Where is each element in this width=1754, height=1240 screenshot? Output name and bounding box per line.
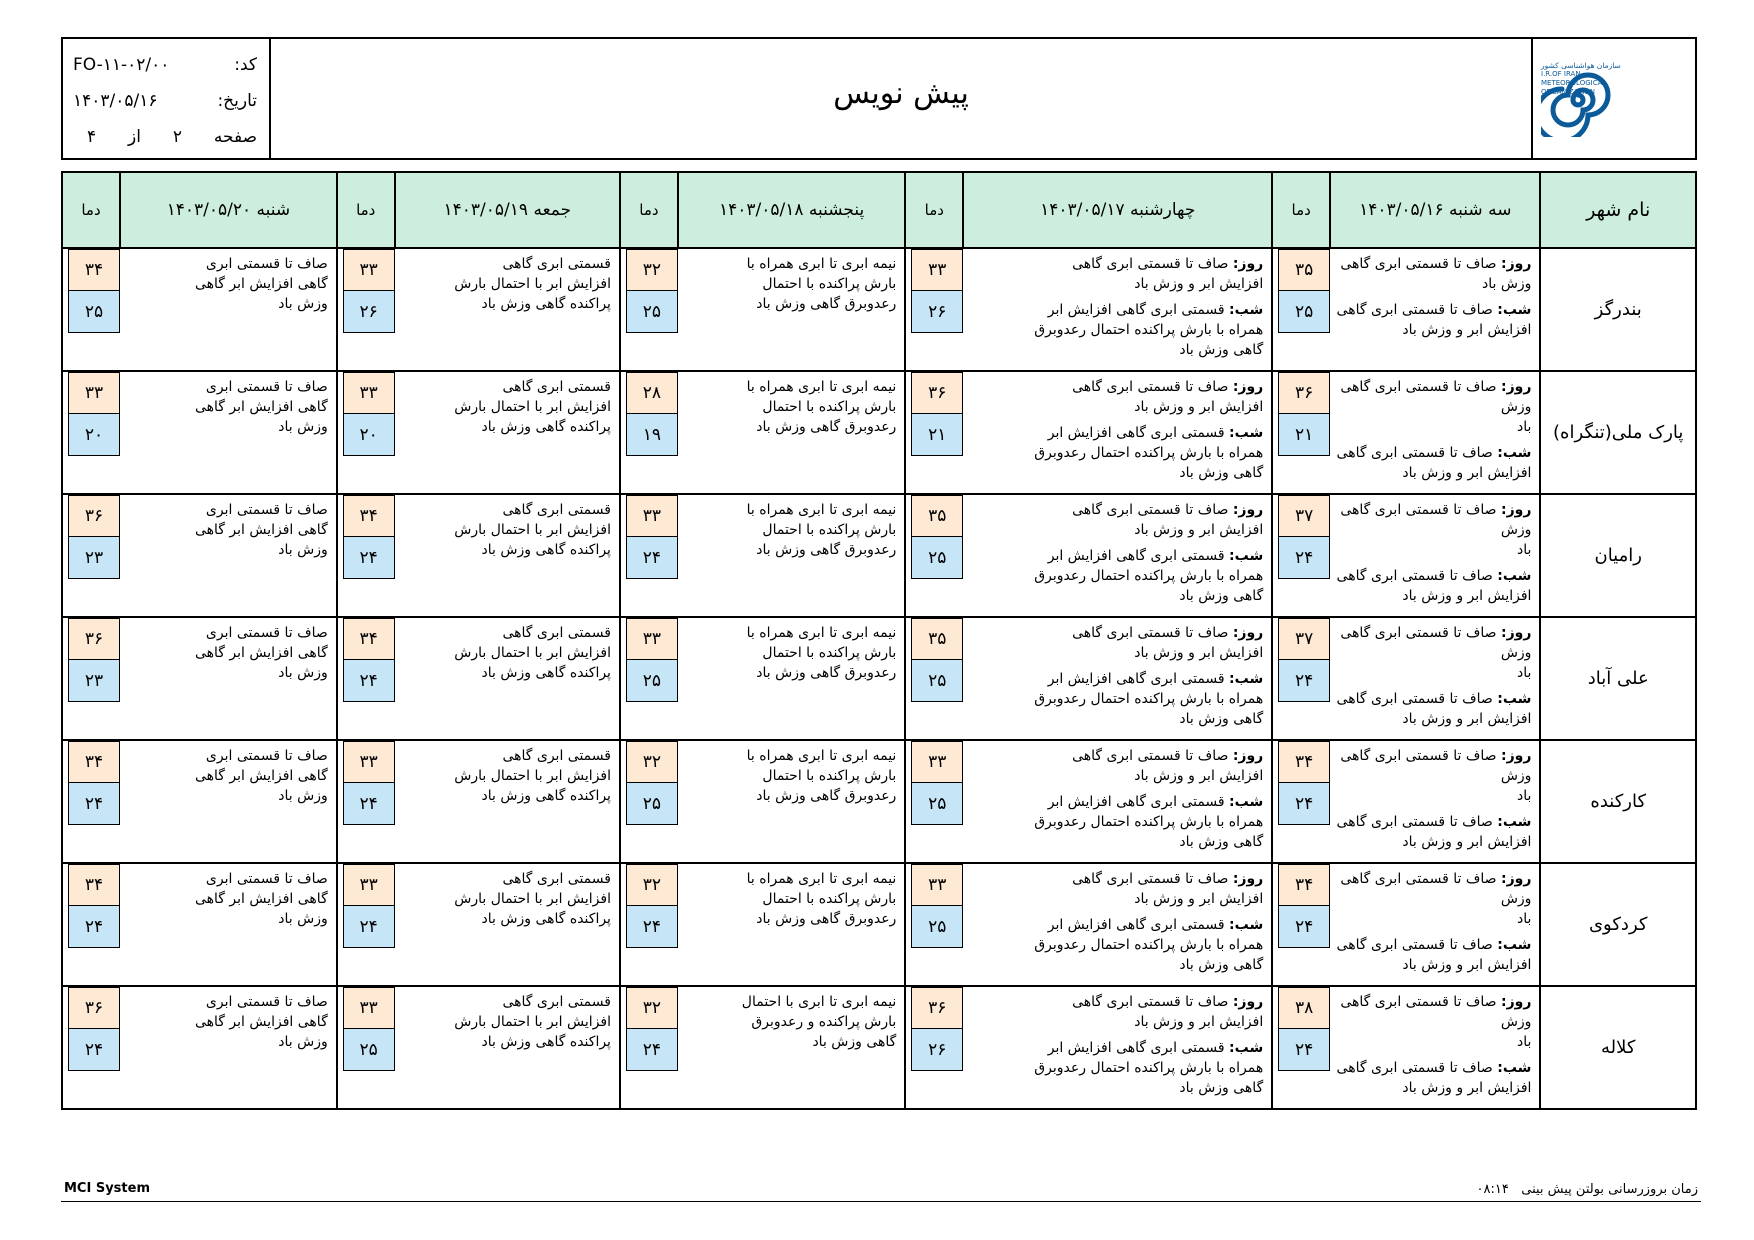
day-forecast: [1336, 377, 1531, 437]
night-forecast-text: قسمتی ابری گاهی افزایش ابر همراه با بارش پراکنده احتمال رعدوبرق گاهی وزش باد: [1034, 671, 1264, 727]
day-label: روز:: [1232, 379, 1264, 395]
forecast-day-1: [1330, 617, 1540, 740]
max-temp: ۳۳: [343, 249, 395, 291]
night-label: شب:: [1229, 917, 1264, 933]
max-temp: ۳۶: [68, 987, 120, 1029]
temp-cell-day-1: [1272, 494, 1330, 617]
forecast-text: نیمه ابری تا ابری با احتمال بارش پراکنده و رعدوبرق گاهی وزش باد: [741, 994, 897, 1050]
day-forecast-text: صاف تا قسمتی ابری گاهی وزش باد: [1340, 748, 1532, 804]
temp-cell-day-1: [1272, 248, 1330, 371]
temp-cell-day-2: [905, 494, 963, 617]
day-forecast-text: صاف تا قسمتی ابری گاهی وزش باد: [1340, 625, 1532, 681]
update-time-label: زمان بروزرسانی بولتن پیش بینی: [1521, 1182, 1698, 1197]
forecast-day-4: [395, 494, 620, 617]
temp-header-4: دما: [337, 172, 395, 248]
table-header-row: [62, 172, 1696, 248]
night-forecast-text: قسمتی ابری گاهی افزایش ابر همراه با بارش پراکنده احتمال رعدوبرق گاهی وزش باد: [1034, 917, 1264, 973]
night-forecast: [1336, 935, 1531, 975]
day-forecast-text: صاف تا قسمتی ابری گاهی افزایش ابر و وزش باد: [1072, 748, 1264, 784]
min-temp: ۲۵: [911, 537, 963, 579]
day-forecast: [969, 500, 1263, 540]
min-temp: ۲۵: [626, 783, 678, 825]
max-temp: ۳۳: [911, 249, 963, 291]
min-temp: ۲۴: [343, 660, 395, 702]
max-temp: ۳۴: [68, 741, 120, 783]
forecast-day-3: [678, 248, 905, 371]
temp-cell-day-4: [337, 248, 395, 371]
min-temp: ۱۹: [626, 414, 678, 456]
night-forecast-text: قسمتی ابری گاهی افزایش ابر همراه با بارش پراکنده احتمال رعدوبرق گاهی وزش باد: [1034, 548, 1264, 604]
city-name: بندرگز: [1540, 248, 1696, 371]
city-name: پارک ملی(تنگراه): [1540, 371, 1696, 494]
temp-cell-day-2: [905, 740, 963, 863]
min-temp: ۲۴: [1278, 783, 1330, 825]
temp-cell-day-3: [620, 863, 678, 986]
max-temp: ۳۵: [911, 618, 963, 660]
forecast-table: [61, 171, 1697, 1110]
forecast-day-3: [678, 371, 905, 494]
forecast-day-5: [120, 617, 337, 740]
forecast-text: صاف تا قسمتی ابری گاهی افزایش ابر گاهی وزش باد: [194, 748, 328, 804]
day-header-1: سه شنبه ۱۴۰۳/۰۵/۱۶: [1330, 172, 1540, 248]
forecast-text: صاف تا قسمتی ابری گاهی افزایش ابر گاهی وزش باد: [194, 994, 328, 1050]
code-label: کد:: [234, 55, 257, 75]
footer-divider: [61, 1201, 1701, 1202]
max-temp: ۳۲: [626, 741, 678, 783]
day-forecast: [969, 623, 1263, 663]
page-number: ۲: [172, 127, 182, 147]
city-name: رامیان: [1540, 494, 1696, 617]
forecast-text: قسمتی ابری گاهی افزایش ابر با احتمال بارش پراکنده گاهی وزش باد: [454, 994, 611, 1050]
temp-cell-day-3: [620, 986, 678, 1109]
day-forecast-text: صاف تا قسمتی ابری گاهی وزش باد: [1340, 256, 1532, 292]
max-temp: ۳۲: [626, 864, 678, 906]
forecast-day-1: [1330, 986, 1540, 1109]
day-forecast-text: صاف تا قسمتی ابری گاهی افزایش ابر و وزش باد: [1072, 871, 1264, 907]
night-label: شب:: [1497, 1060, 1532, 1076]
min-temp: ۲۵: [911, 906, 963, 948]
forecast-day-5: [120, 986, 337, 1109]
max-temp: ۳۷: [1278, 495, 1330, 537]
forecast-text: قسمتی ابری گاهی افزایش ابر با احتمال بارش پراکنده گاهی وزش باد: [454, 502, 611, 558]
temp-cell-day-4: [337, 494, 395, 617]
day-forecast-text: صاف تا قسمتی ابری گاهی افزایش ابر و وزش باد: [1072, 625, 1264, 661]
forecast-day-2: [963, 371, 1272, 494]
document-header: [61, 37, 1697, 160]
page-of-label: از: [128, 127, 141, 147]
night-label: شب:: [1497, 937, 1532, 953]
forecast-day-3: [678, 740, 905, 863]
day-forecast-text: صاف تا قسمتی ابری گاهی وزش باد: [1340, 994, 1532, 1050]
night-forecast: [969, 546, 1263, 606]
forecast-day-1: [1330, 740, 1540, 863]
day-forecast: [1336, 500, 1531, 560]
forecast-text: نیمه ابری تا ابری همراه با بارش پراکنده با احتمال رعدوبرق گاهی وزش باد: [746, 625, 897, 681]
spiral-logo-icon: [1541, 63, 1615, 137]
min-temp: ۲۰: [68, 414, 120, 456]
min-temp: ۲۶: [343, 291, 395, 333]
night-label: شب:: [1229, 1040, 1264, 1056]
date-row: [73, 83, 257, 119]
min-temp: ۲۴: [626, 906, 678, 948]
day-forecast-text: صاف تا قسمتی ابری گاهی افزایش ابر و وزش باد: [1072, 502, 1264, 538]
forecast-day-4: [395, 617, 620, 740]
max-temp: ۳۳: [911, 864, 963, 906]
day-forecast: [969, 377, 1263, 417]
night-forecast: [969, 669, 1263, 729]
temp-cell-day-2: [905, 863, 963, 986]
forecast-day-1: [1330, 371, 1540, 494]
document-meta: [63, 39, 271, 158]
page-row: [73, 119, 257, 155]
forecast-day-4: [395, 248, 620, 371]
forecast-text: نیمه ابری تا ابری همراه با بارش پراکنده با احتمال رعدوبرق گاهی وزش باد: [746, 748, 897, 804]
night-label: شب:: [1497, 691, 1532, 707]
table-row: [62, 494, 1696, 617]
forecast-text: قسمتی ابری گاهی افزایش ابر با احتمال بارش پراکنده گاهی وزش باد: [454, 379, 611, 435]
table-row: [62, 740, 1696, 863]
temp-cell-day-5: [62, 494, 120, 617]
temp-cell-day-3: [620, 617, 678, 740]
page-title: پیش نویس: [833, 76, 969, 111]
day-forecast: [969, 992, 1263, 1032]
max-temp: ۳۸: [1278, 987, 1330, 1029]
forecast-day-4: [395, 371, 620, 494]
max-temp: ۳۳: [343, 741, 395, 783]
night-label: شب:: [1497, 302, 1532, 318]
day-label: روز:: [1232, 502, 1264, 518]
min-temp: ۲۱: [911, 414, 963, 456]
night-label: شب:: [1229, 671, 1264, 687]
min-temp: ۲۳: [68, 660, 120, 702]
night-label: شب:: [1497, 445, 1532, 461]
max-temp: ۳۴: [343, 618, 395, 660]
night-forecast: [969, 792, 1263, 852]
max-temp: ۳۳: [626, 495, 678, 537]
forecast-day-2: [963, 863, 1272, 986]
forecast-text: قسمتی ابری گاهی افزایش ابر با احتمال بارش پراکنده گاهی وزش باد: [454, 871, 611, 927]
night-forecast-text: صاف تا قسمتی ابری گاهی افزایش ابر و وزش باد: [1336, 302, 1532, 338]
temp-cell-day-2: [905, 371, 963, 494]
min-temp: ۲۵: [626, 660, 678, 702]
max-temp: ۳۵: [1278, 249, 1330, 291]
night-forecast: [1336, 300, 1531, 340]
night-forecast: [1336, 689, 1531, 729]
day-label: روز:: [1501, 625, 1532, 641]
forecast-day-2: [963, 617, 1272, 740]
temp-cell-day-4: [337, 371, 395, 494]
temp-cell-day-3: [620, 248, 678, 371]
max-temp: ۳۶: [68, 618, 120, 660]
temp-cell-day-2: [905, 617, 963, 740]
night-forecast-text: صاف تا قسمتی ابری گاهی افزایش ابر و وزش باد: [1336, 814, 1532, 850]
organization-logo: [1541, 61, 1687, 137]
temp-cell-day-1: [1272, 740, 1330, 863]
min-temp: ۲۴: [68, 1029, 120, 1071]
temp-header-5: دما: [62, 172, 120, 248]
city-name: کلاله: [1540, 986, 1696, 1109]
max-temp: ۳۵: [911, 495, 963, 537]
temp-cell-day-5: [62, 248, 120, 371]
max-temp: ۳۷: [1278, 618, 1330, 660]
day-forecast: [969, 254, 1263, 294]
code-value: FO-۱۱-۰۲/۰۰: [73, 55, 170, 75]
forecast-text: صاف تا قسمتی ابری گاهی افزایش ابر گاهی وزش باد: [194, 871, 328, 927]
day-forecast: [969, 869, 1263, 909]
city-column-header: نام شهر: [1540, 172, 1696, 248]
night-forecast-text: صاف تا قسمتی ابری گاهی افزایش ابر و وزش باد: [1336, 568, 1532, 604]
max-temp: ۳۴: [68, 864, 120, 906]
temp-cell-day-2: [905, 986, 963, 1109]
day-forecast: [1336, 254, 1531, 294]
footer-system-name: MCI System: [64, 1181, 150, 1196]
night-forecast: [969, 915, 1263, 975]
forecast-text: نیمه ابری تا ابری همراه با بارش پراکنده با احتمال رعدوبرق گاهی وزش باد: [746, 871, 897, 927]
max-temp: ۳۲: [626, 987, 678, 1029]
day-label: روز:: [1501, 379, 1532, 395]
day-label: روز:: [1232, 994, 1264, 1010]
min-temp: ۲۴: [1278, 906, 1330, 948]
day-label: روز:: [1501, 256, 1532, 272]
forecast-text: قسمتی ابری گاهی افزایش ابر با احتمال بارش پراکنده گاهی وزش باد: [454, 256, 611, 312]
temp-header-2: دما: [905, 172, 963, 248]
temp-cell-day-1: [1272, 986, 1330, 1109]
min-temp: ۲۱: [1278, 414, 1330, 456]
forecast-day-5: [120, 494, 337, 617]
day-forecast-text: صاف تا قسمتی ابری گاهی افزایش ابر و وزش باد: [1072, 379, 1264, 415]
temp-cell-day-5: [62, 986, 120, 1109]
day-forecast: [1336, 992, 1531, 1052]
day-forecast-text: صاف تا قسمتی ابری گاهی وزش باد: [1340, 502, 1532, 558]
day-header-3: پنجشنبه ۱۴۰۳/۰۵/۱۸: [678, 172, 905, 248]
min-temp: ۲۴: [68, 906, 120, 948]
day-label: روز:: [1501, 871, 1532, 887]
temp-cell-day-2: [905, 248, 963, 371]
day-forecast-text: صاف تا قسمتی ابری گاهی وزش باد: [1340, 379, 1532, 435]
date-value: ۱۴۰۳/۰۵/۱۶: [73, 91, 158, 111]
day-forecast: [1336, 623, 1531, 683]
night-forecast: [969, 300, 1263, 360]
min-temp: ۲۶: [911, 291, 963, 333]
night-label: شب:: [1229, 425, 1264, 441]
night-label: شب:: [1497, 814, 1532, 830]
day-label: روز:: [1232, 748, 1264, 764]
night-label: شب:: [1229, 302, 1264, 318]
city-name: کارکنده: [1540, 740, 1696, 863]
forecast-day-3: [678, 863, 905, 986]
min-temp: ۲۴: [68, 783, 120, 825]
min-temp: ۲۰: [343, 414, 395, 456]
temp-cell-day-4: [337, 863, 395, 986]
forecast-day-3: [678, 617, 905, 740]
day-label: روز:: [1232, 625, 1264, 641]
min-temp: ۲۴: [626, 1029, 678, 1071]
night-forecast: [969, 423, 1263, 483]
night-forecast-text: صاف تا قسمتی ابری گاهی افزایش ابر و وزش باد: [1336, 937, 1532, 973]
temp-cell-day-3: [620, 494, 678, 617]
forecast-day-5: [120, 248, 337, 371]
forecast-text: نیمه ابری تا ابری همراه با بارش پراکنده با احتمال رعدوبرق گاهی وزش باد: [746, 502, 897, 558]
temp-cell-day-5: [62, 740, 120, 863]
night-forecast-text: قسمتی ابری گاهی افزایش ابر همراه با بارش پراکنده احتمال رعدوبرق گاهی وزش باد: [1034, 1040, 1264, 1096]
min-temp: ۲۵: [626, 291, 678, 333]
day-forecast: [969, 746, 1263, 786]
night-label: شب:: [1229, 548, 1264, 564]
max-temp: ۳۶: [68, 495, 120, 537]
forecast-day-1: [1330, 494, 1540, 617]
min-temp: ۲۳: [68, 537, 120, 579]
temp-cell-day-4: [337, 617, 395, 740]
forecast-text: نیمه ابری تا ابری همراه با بارش پراکنده با احتمال رعدوبرق گاهی وزش باد: [746, 379, 897, 435]
min-temp: ۲۴: [626, 537, 678, 579]
forecast-day-4: [395, 986, 620, 1109]
code-row: [73, 47, 257, 83]
forecast-day-2: [963, 248, 1272, 371]
day-label: روز:: [1501, 748, 1532, 764]
forecast-day-5: [120, 371, 337, 494]
night-forecast: [1336, 566, 1531, 606]
night-forecast-text: صاف تا قسمتی ابری گاهی افزایش ابر و وزش باد: [1336, 445, 1532, 481]
max-temp: ۳۶: [911, 372, 963, 414]
max-temp: ۳۳: [343, 372, 395, 414]
forecast-text: صاف تا قسمتی ابری گاهی افزایش ابر گاهی وزش باد: [194, 502, 328, 558]
forecast-text: قسمتی ابری گاهی افزایش ابر با احتمال بارش پراکنده گاهی وزش باد: [454, 625, 611, 681]
temp-cell-day-5: [62, 863, 120, 986]
night-forecast: [1336, 812, 1531, 852]
forecast-day-5: [120, 863, 337, 986]
update-time-value: ۰۸:۱۴: [1476, 1182, 1509, 1197]
footer-update-time: [1477, 1182, 1698, 1197]
max-temp: ۳۴: [68, 249, 120, 291]
night-label: شب:: [1229, 794, 1264, 810]
night-forecast: [1336, 443, 1531, 483]
temp-cell-day-3: [620, 371, 678, 494]
forecast-day-1: [1330, 248, 1540, 371]
forecast-body: [62, 248, 1696, 1109]
min-temp: ۲۵: [911, 783, 963, 825]
page-total: ۴: [87, 127, 97, 147]
forecast-text: صاف تا قسمتی ابری گاهی افزایش ابر گاهی وزش باد: [194, 625, 328, 681]
night-forecast: [1336, 1058, 1531, 1098]
forecast-day-2: [963, 986, 1272, 1109]
max-temp: ۳۳: [68, 372, 120, 414]
day-forecast-text: صاف تا قسمتی ابری گاهی وزش باد: [1340, 871, 1532, 927]
max-temp: ۲۸: [626, 372, 678, 414]
forecast-day-3: [678, 986, 905, 1109]
logo-fa-text: سازمان هواشناسی کشور: [1541, 60, 1621, 70]
table-row: [62, 617, 1696, 740]
day-header-2: چهارشنبه ۱۴۰۳/۰۵/۱۷: [963, 172, 1272, 248]
table-row: [62, 986, 1696, 1109]
min-temp: ۲۵: [911, 660, 963, 702]
day-label: روز:: [1501, 994, 1532, 1010]
logo-en-line2: METEOROLOGICAL: [1541, 78, 1607, 87]
temp-cell-day-1: [1272, 863, 1330, 986]
table-row: [62, 863, 1696, 986]
min-temp: ۲۴: [343, 906, 395, 948]
night-forecast: [969, 1038, 1263, 1098]
temp-cell-day-4: [337, 740, 395, 863]
date-label: تاریخ:: [217, 91, 257, 111]
min-temp: ۲۴: [1278, 1029, 1330, 1071]
day-forecast-text: صاف تا قسمتی ابری گاهی افزایش ابر و وزش باد: [1072, 994, 1264, 1030]
min-temp: ۲۴: [1278, 537, 1330, 579]
forecast-text: صاف تا قسمتی ابری گاهی افزایش ابر گاهی وزش باد: [194, 379, 328, 435]
city-name: علی آباد: [1540, 617, 1696, 740]
night-forecast-text: قسمتی ابری گاهی افزایش ابر همراه با بارش پراکنده احتمال رعدوبرق گاهی وزش باد: [1034, 302, 1264, 358]
page-label: صفحه: [213, 127, 257, 147]
min-temp: ۲۵: [1278, 291, 1330, 333]
forecast-text: قسمتی ابری گاهی افزایش ابر با احتمال بارش پراکنده گاهی وزش باد: [454, 748, 611, 804]
max-temp: ۳۴: [1278, 741, 1330, 783]
night-forecast-text: صاف تا قسمتی ابری گاهی افزایش ابر و وزش باد: [1336, 1060, 1532, 1096]
max-temp: ۳۶: [911, 987, 963, 1029]
forecast-day-2: [963, 494, 1272, 617]
forecast-text: صاف تا قسمتی ابری گاهی افزایش ابر گاهی وزش باد: [194, 256, 328, 312]
max-temp: ۳۳: [343, 864, 395, 906]
day-forecast-text: صاف تا قسمتی ابری گاهی افزایش ابر و وزش باد: [1072, 256, 1264, 292]
day-header-5: شنبه ۱۴۰۳/۰۵/۲۰: [120, 172, 337, 248]
day-label: روز:: [1501, 502, 1532, 518]
table-row: [62, 248, 1696, 371]
day-forecast: [1336, 869, 1531, 929]
day-header-4: جمعه ۱۴۰۳/۰۵/۱۹: [395, 172, 620, 248]
max-temp: ۳۶: [1278, 372, 1330, 414]
max-temp: ۳۴: [343, 495, 395, 537]
logo-area: [1531, 39, 1695, 158]
forecast-day-2: [963, 740, 1272, 863]
temp-cell-day-5: [62, 371, 120, 494]
forecast-day-1: [1330, 863, 1540, 986]
max-temp: ۳۳: [626, 618, 678, 660]
day-forecast: [1336, 746, 1531, 806]
table-row: [62, 371, 1696, 494]
night-label: شب:: [1497, 568, 1532, 584]
day-label: روز:: [1232, 256, 1264, 272]
temp-cell-day-1: [1272, 371, 1330, 494]
day-label: روز:: [1232, 871, 1264, 887]
min-temp: ۲۵: [343, 1029, 395, 1071]
forecast-day-4: [395, 740, 620, 863]
max-temp: ۳۳: [911, 741, 963, 783]
forecast-day-5: [120, 740, 337, 863]
temp-cell-day-3: [620, 740, 678, 863]
temp-cell-day-5: [62, 617, 120, 740]
forecast-day-4: [395, 863, 620, 986]
temp-header-3: دما: [620, 172, 678, 248]
forecast-text: نیمه ابری تا ابری همراه با بارش پراکنده با احتمال رعدوبرق گاهی وزش باد: [746, 256, 897, 312]
logo-en-line1: I.R.OF IRAN: [1541, 69, 1581, 78]
night-forecast-text: قسمتی ابری گاهی افزایش ابر همراه با بارش پراکنده احتمال رعدوبرق گاهی وزش باد: [1034, 794, 1264, 850]
min-temp: ۲۶: [911, 1029, 963, 1071]
min-temp: ۲۴: [1278, 660, 1330, 702]
city-name: کردکوی: [1540, 863, 1696, 986]
night-forecast-text: قسمتی ابری گاهی افزایش ابر همراه با بارش پراکنده احتمال رعدوبرق گاهی وزش باد: [1034, 425, 1264, 481]
forecast-day-3: [678, 494, 905, 617]
min-temp: ۲۴: [343, 783, 395, 825]
max-temp: ۳۲: [626, 249, 678, 291]
max-temp: ۳۳: [343, 987, 395, 1029]
temp-cell-day-1: [1272, 617, 1330, 740]
temp-cell-day-4: [337, 986, 395, 1109]
min-temp: ۲۵: [68, 291, 120, 333]
temp-header-1: دما: [1272, 172, 1330, 248]
min-temp: ۲۴: [343, 537, 395, 579]
logo-en-line3: ORGANIZATION: [1541, 87, 1596, 96]
max-temp: ۳۴: [1278, 864, 1330, 906]
night-forecast-text: صاف تا قسمتی ابری گاهی افزایش ابر و وزش باد: [1336, 691, 1532, 727]
